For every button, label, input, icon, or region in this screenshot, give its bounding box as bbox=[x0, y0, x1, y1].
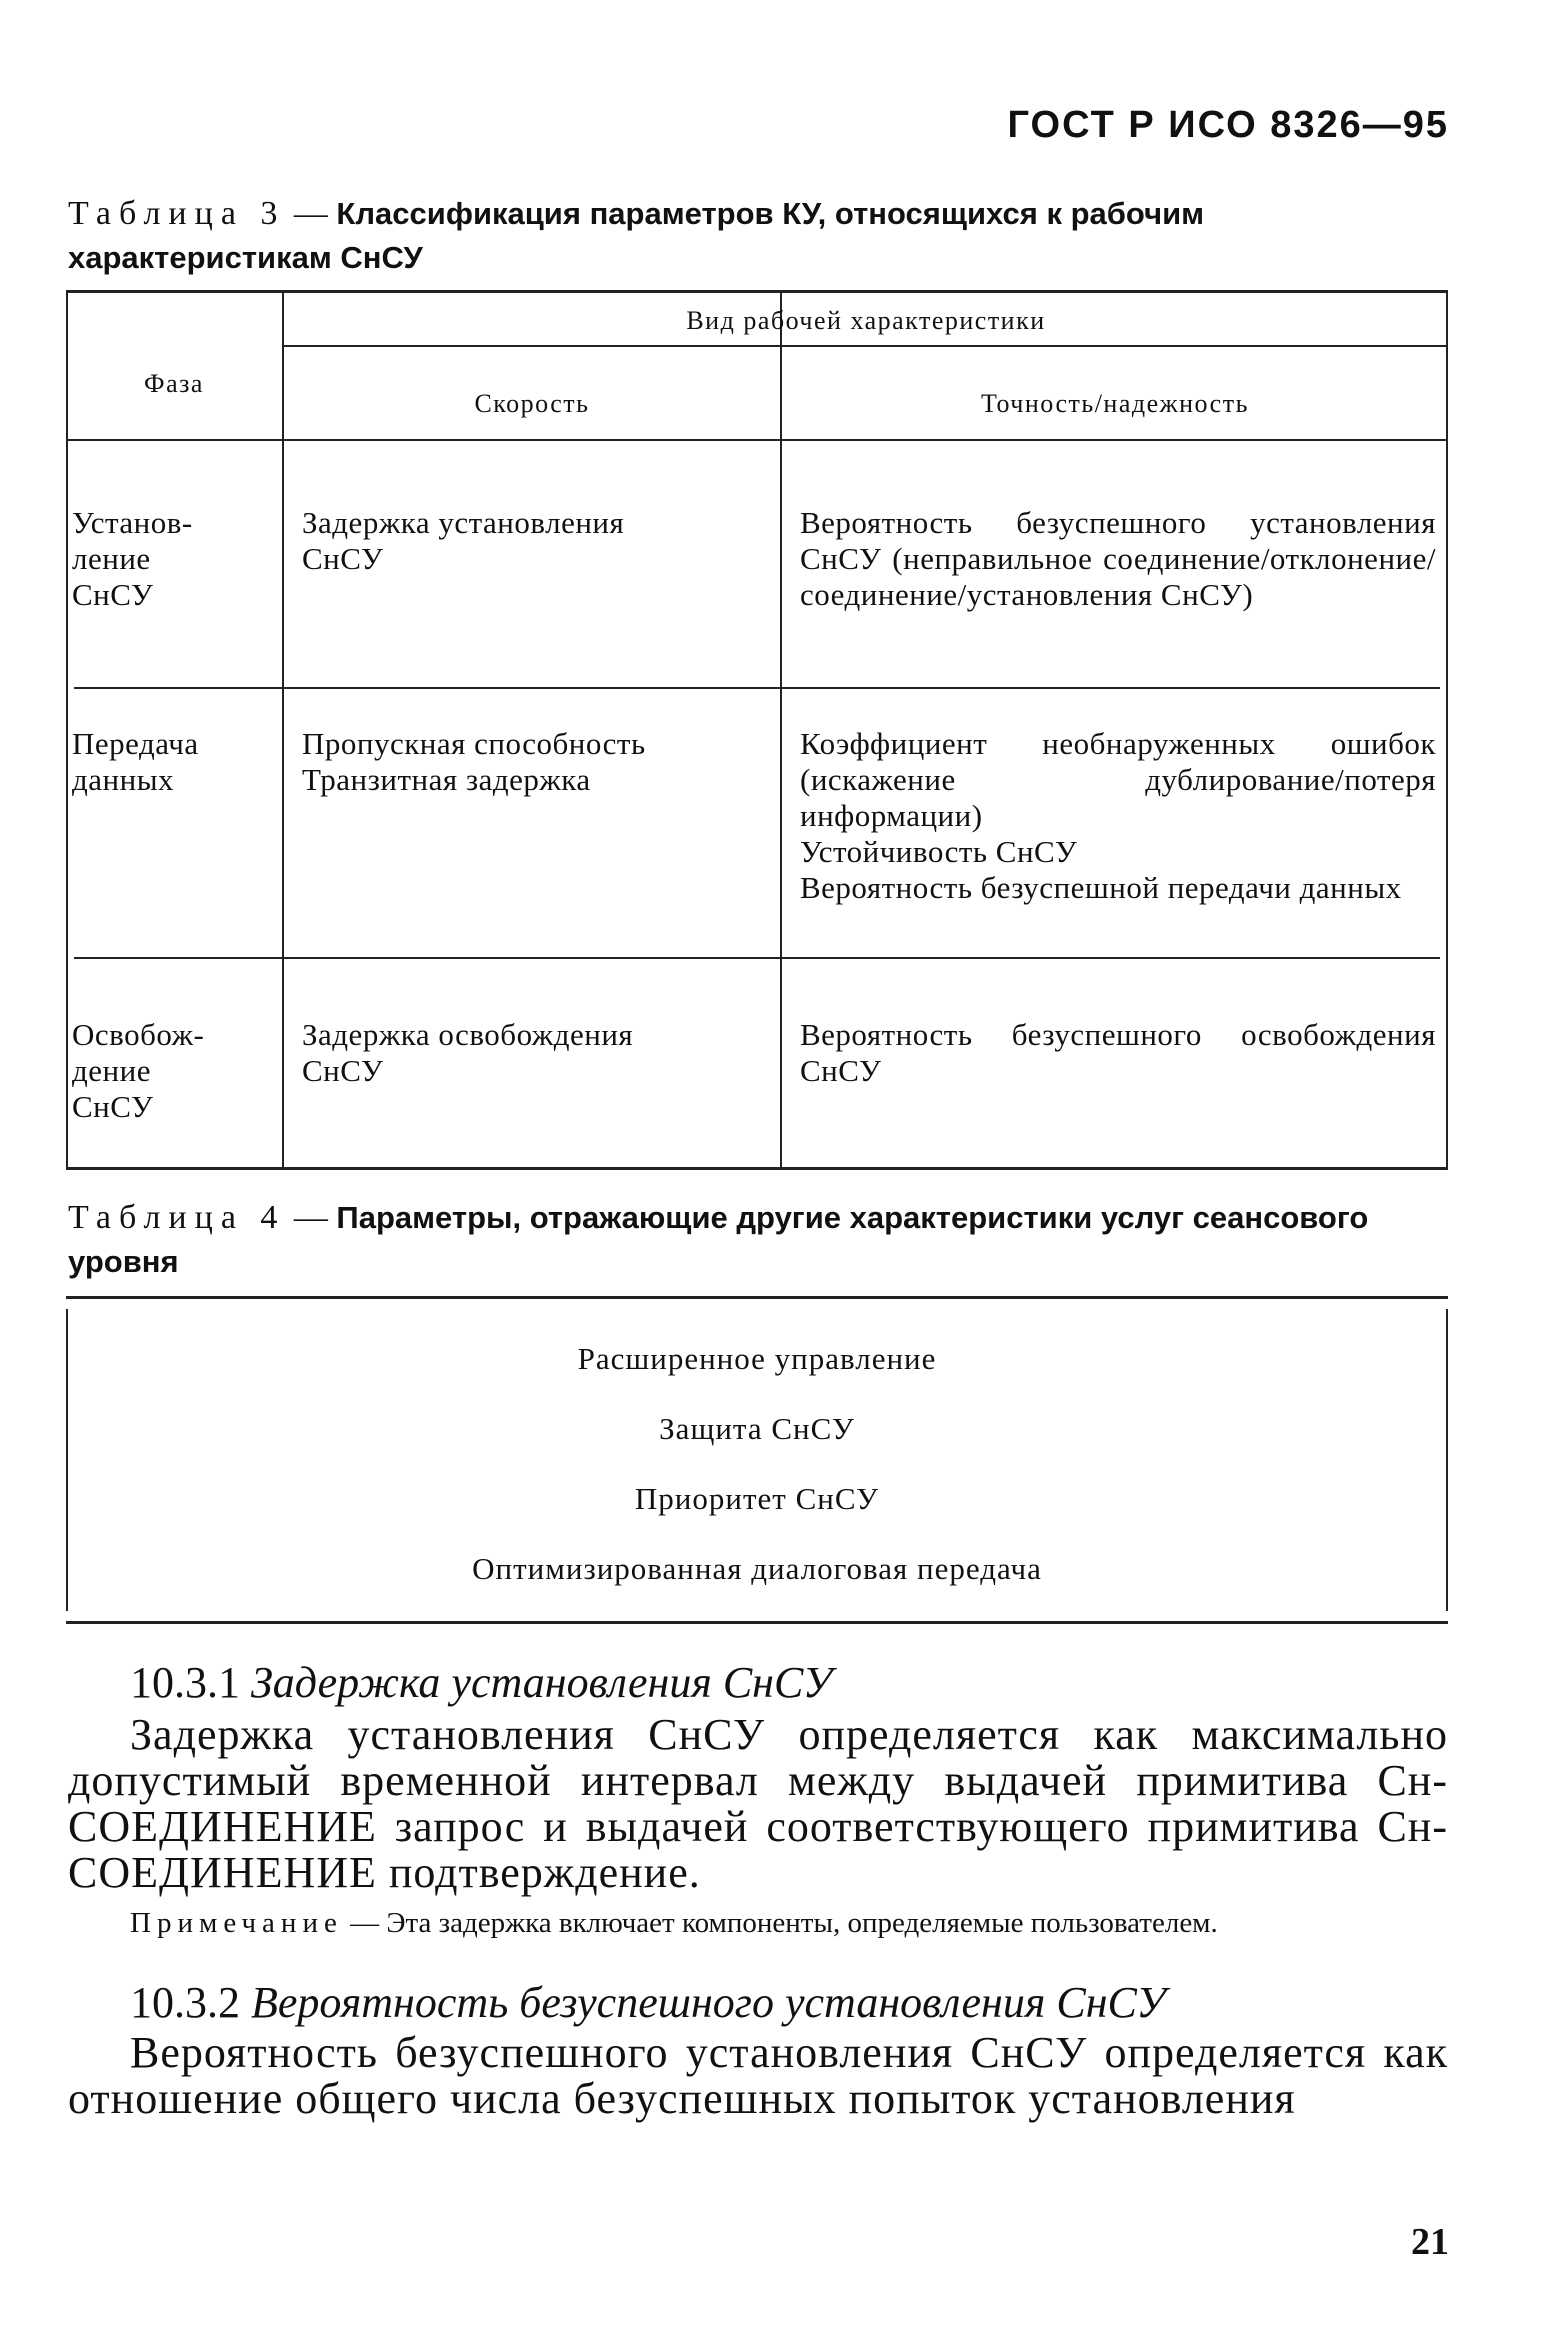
table3-header-phase: Фаза bbox=[144, 369, 204, 398]
table3-row3-phase: Освобож- дение СнСУ bbox=[72, 1017, 205, 1124]
table4-caption bbox=[68, 1196, 1448, 1284]
note-label: Примечание bbox=[130, 1907, 343, 1939]
table3-row1-phase: Установ- ление СнСУ bbox=[72, 505, 193, 612]
section-10-3-2-title: Вероятность безуспешного установления СнСУ bbox=[251, 1978, 1166, 2027]
table3-header-accuracy: Точность/надежность bbox=[981, 389, 1249, 418]
table4 bbox=[66, 1296, 1448, 1624]
note-text: — Эта задержка включает компоненты, определяемые пользователем. bbox=[342, 1907, 1218, 1939]
table3-label: Таблица 3 bbox=[68, 195, 286, 232]
table3-group-rule bbox=[284, 345, 1448, 347]
table3-caption bbox=[68, 192, 1448, 280]
table3-row-rule-2 bbox=[74, 957, 1440, 959]
table4-label: Таблица 4 bbox=[68, 1199, 286, 1236]
section-10-3-2-number: 10.3.2 bbox=[130, 1978, 240, 2027]
table4-item: Приоритет СнСУ bbox=[634, 1481, 880, 1516]
table3-row3-speed: Задержка освобождения СнСУ bbox=[302, 1017, 634, 1088]
table3-dash: — bbox=[285, 195, 337, 232]
table3-border-right bbox=[1446, 293, 1448, 1167]
table3-divider-2 bbox=[780, 293, 782, 1167]
table3-header-rule bbox=[66, 439, 1448, 441]
table3-row2-speed: Пропускная способность Транзитная задержка bbox=[302, 726, 646, 797]
table3-title: Классификация параметров КУ, относящихся к рабочим характеристикам СнСУ bbox=[68, 196, 1205, 275]
table3-row2-accuracy: Коэффициент необнаруженных ошибок (искажение дублирование/потеря информации) Устойчивость СнСУ Вероятность безуспешной передачи данных bbox=[800, 726, 1436, 905]
section-10-3-2-heading bbox=[130, 1978, 1166, 2028]
table3-row1-accuracy: Вероятность безуспешного установления СнСУ (неправильное соединение/отклонение/соединение/установления СнСУ) bbox=[800, 505, 1436, 612]
table3-header-group: Вид рабочей характеристики bbox=[686, 306, 1046, 335]
section-10-3-1-note bbox=[68, 1906, 1448, 1940]
section-10-3-1-heading bbox=[130, 1658, 832, 1708]
table3-header-speed: Скорость bbox=[474, 389, 590, 418]
section-10-3-2-text: Вероятность безуспешного установления СнСУ определяется как отношение общего числа безуспешных попыток установления bbox=[68, 2028, 1448, 2123]
table4-title: Параметры, отражающие другие характеристики услуг сеансового уровня bbox=[68, 1200, 1369, 1279]
table3-row1-speed: Задержка установления СнСУ bbox=[302, 505, 625, 576]
table3 bbox=[66, 290, 1448, 1170]
table4-dash: — bbox=[285, 1199, 337, 1236]
page-number: 21 bbox=[1411, 2221, 1449, 2263]
table3-divider-1 bbox=[282, 293, 284, 1167]
table3-row3-accuracy: Вероятность безуспешного освобождения СнСУ bbox=[800, 1017, 1436, 1088]
section-10-3-1-text: Задержка установления СнСУ определяется как максимально допустимый временной интервал между выдачей примитива Сн-СОЕДИНЕНИЕ запрос и выдачей соответствующего примитива Сн-СОЕДИНЕНИЕ подтверждение. bbox=[68, 1710, 1448, 1897]
table3-row-rule-1 bbox=[74, 687, 1440, 689]
table4-item: Расширенное управление bbox=[577, 1341, 937, 1376]
section-10-3-1-title: Задержка установления СнСУ bbox=[251, 1658, 833, 1707]
section-10-3-1-number: 10.3.1 bbox=[130, 1658, 240, 1707]
standard-header: ГОСТ Р ИСО 8326—95 bbox=[1007, 104, 1449, 146]
table3-row2-phase: Передача данных bbox=[72, 726, 199, 797]
table3-border-left bbox=[66, 293, 68, 1167]
table4-item: Оптимизированная диалоговая передача bbox=[472, 1551, 1042, 1586]
table4-item: Защита СнСУ bbox=[659, 1411, 855, 1446]
